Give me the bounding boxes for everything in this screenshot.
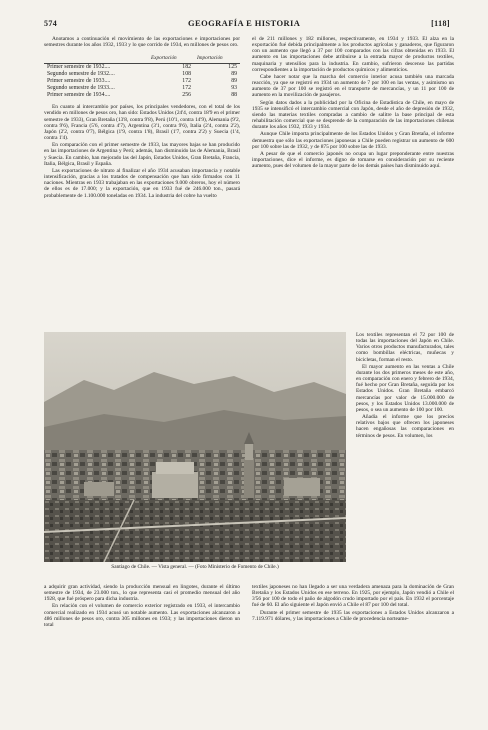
- photo-figure: [44, 332, 346, 578]
- table-row: [44, 78, 240, 85]
- table-row: [44, 92, 240, 99]
- page-header: [44, 18, 450, 30]
- side-column: [356, 332, 454, 440]
- body-paragraph: textiles japoneses no han llegado a ser una verdadera amenaza para la dominación de Gran Bretaña y los Estados Unidos en ese terreno. En 1925, por ejemplo, Japón vendió a Chile el 3'56 por 100 de todo el paño de algodón crudo importado por el país. En 1932 el porcentaje fué de 60. El año siguiente el Japón envió a Chile el 87 por 100 del total.: [252, 584, 454, 609]
- photo-caption: Santiago de Chile. — Vista general. — (Foto Ministerio de Fomento de Chile.): [111, 564, 279, 570]
- page-number: 574: [44, 19, 58, 28]
- body-paragraph: Según datos dados a la publicidad por la Oficina de Estadística de Chile, en mayo de 1935 se intensificó el intercambio comercial con Japón, desde el año de depresión de 1932, siendo las materias textiles compradas a cambio de salitre la base principal de esta rehabilitación comercial que se desprende de la comparación de las importaciones chilenas durante los años 1932, 1933 y 1934.: [252, 99, 454, 131]
- row-label: Primer semestre de 1934....: [47, 92, 111, 99]
- row-export: 108: [182, 71, 191, 78]
- row-import: 89: [231, 78, 237, 85]
- row-import: 88: [231, 92, 237, 99]
- bottom-left-column: [44, 584, 240, 629]
- body-paragraph: Las exportaciones de nitrato al finalizar el año 1934 acusaban importancia y notable intensificación, gracias a los tratados de compensación que han sido firmados con 11 naciones. Mientras en 1933 trabajaban en las exportaciones 9.000 obreros, hoy el número de ellos es de 17.000; y la exportación, que en 1933 fué de 246.000 ton., pasará probablemente de 1.100.000 toneladas en 1934. La industria del cobre ha vuelto: [44, 167, 240, 199]
- bottom-right-column: [252, 584, 454, 623]
- body-paragraph: En comparación con el primer semestre de 1933, las mayores bajas se han producido en las importaciones de Argentina y Perú; además, han disminuido las de Alemania, Brasil y Suecia. En cambio, han mejorado las del Japón, Estados Unidos, Gran Bretaña, Francia, Italia, Bélgica, Brasil y España.: [44, 142, 240, 167]
- trade-table: [44, 54, 240, 99]
- body-paragraph: El mayor aumento en las ventas a Chile durante los dos primeros meses de este año, en comparación con enero y febrero de 1934, fué hecho por Gran Bretaña, seguida por los Estados Unidos. Gran Bretaña embarcó mercancías por valor de 15.000.000 de pesos, y los Estados Unidos 13.000.000 de pesos, o sea un aumento de 100 por 100.: [356, 363, 454, 413]
- body-paragraph: Aunque Chile importa principalmente de los Estados Unidos y Gran Bretaña, el informe demuestra que sólo las exportaciones japonesas a Chile pueden registrar un aumento de 600 por 100 sobre las de 1932, y de 875 por 100 sobre las de 1933.: [252, 131, 454, 150]
- running-title: GEOGRAFÍA E HISTORIA: [188, 18, 301, 28]
- table-header-import: Importación: [194, 54, 240, 64]
- row-export: 182: [182, 64, 191, 71]
- row-import: 125: [228, 64, 237, 71]
- body-paragraph: a adquirir gran actividad, siendo la producción mensual en lingotes, durante el último semestre de 1934, de 23.000 ton., lo que representa casi el promedio mensual del año 1928, que fué próspero para dicha industria.: [44, 584, 240, 603]
- row-export: 172: [182, 85, 191, 92]
- row-label: Segundo semestre de 1932....: [47, 71, 115, 78]
- body-paragraph: En relación con el volumen de comercio exterior registrado en 1933, el intercambio comercial realizado en 1934 acusó un notable aumento. Las exportaciones alcanzaron a 486 millones de pesos oro, contra 305 millones en 1933; y las importaciones dieron un total: [44, 603, 240, 628]
- body-paragraph: el de 211 millones y 182 millones, respectivamente, en 1934 y 1933. El alza en la exportación fué debida principalmente a los productos agrícolas y ganaderos, que figuraron con un aumento que llegó a 37 por 100 comparados con las cifras obtenidas en 1933. El aumento en las importaciones debe atribuirse a la entrada mayor de productos textiles, maquinaria y utensilios para la industria. En cambio, sufrieron descenso las partidas correspondientes a la importación de productos químicos y alimenticios.: [252, 36, 454, 73]
- table-row: [44, 85, 240, 92]
- intro-paragraph: Anotamos a continuación el movimiento de las exportaciones e importaciones por semestres durante los años 1932, 1933 y lo que corrido de 1934, en millones de pesos oro.: [44, 36, 240, 49]
- table-row: [44, 64, 240, 72]
- row-label: Segundo semestre de 1933....: [47, 85, 115, 92]
- row-import: 89: [231, 71, 237, 78]
- row-export: 256: [182, 92, 191, 99]
- body-paragraph: Los textiles representan el 72 por 100 de todas las importaciones del Japón en Chile. Varios otros productos manufacturados, tales como bombillas eléctricas, muñecas y bicicletas, forman el resto.: [356, 332, 454, 363]
- body-paragraph: Durante el primer semestre de 1935 las exportaciones a Estados Unidos alcanzaron a 7.119.971 dólares, y las importaciones a Chile de procedencia norteame-: [252, 609, 454, 622]
- santiago-city-photo: [44, 332, 346, 562]
- body-paragraph: En cuanto al intercambio por países, los principales vendedores, con el total de los vendido en millones de pesos oro, han sido: Estados Unidos (24'4, contra 18'9 en el primer semestre de 1933), Gran Bretaña (13'8, contra 9'8), Perú (10'1, contra 14'9), Alemania (9'2, contra 9'6), Francia (5'6, contra 4'7), Argentina (3'1, contra 9'6), Italia (2'4, contra 2'2), Japón (2'2, contra 0'7), Bélgica (1'9, contra 1'8), Brasil (1'7, contra 2'2) y Suecia (1'4, contra 1'4).: [44, 104, 241, 142]
- row-label: Primer semestre de 1933....: [47, 78, 111, 85]
- body-paragraph: Añadía el informe que los precios relativos bajos que ofrecen los japoneses hacen engañosas las comparaciones en términos de pesos. En volumen, los: [356, 414, 454, 439]
- body-paragraph: A pesar de que el comercio japonés no ocupa un lugar preponderante entre nuestras importaciones, dice el informe, es digno de tomarse en consideración por su reciente aumento, pues del volumen de la mayor parte de los demás países han disminuido aquí.: [252, 150, 454, 170]
- table-header-export: Exportación: [148, 54, 194, 64]
- left-column: [44, 36, 240, 200]
- table-row: [44, 71, 240, 78]
- row-import: 93: [231, 85, 237, 92]
- section-number: [118]: [431, 19, 450, 28]
- row-export: 172: [182, 78, 191, 85]
- body-paragraph: Cabe hacer notar que la marcha del comercio interior acusa también una marcada reacción, ya que se registró en 1934 un aumento de 7 por 100 en las ventas, y asimismo un aumento de 37 por 100 se registró en el transporte de mercancías, y un 11 por 100 de aumento en la movilización de pasajeros.: [252, 73, 454, 99]
- table-header-blank: [44, 54, 148, 64]
- row-label: Primer semestre de 1932....: [47, 64, 111, 71]
- right-column: [252, 36, 454, 170]
